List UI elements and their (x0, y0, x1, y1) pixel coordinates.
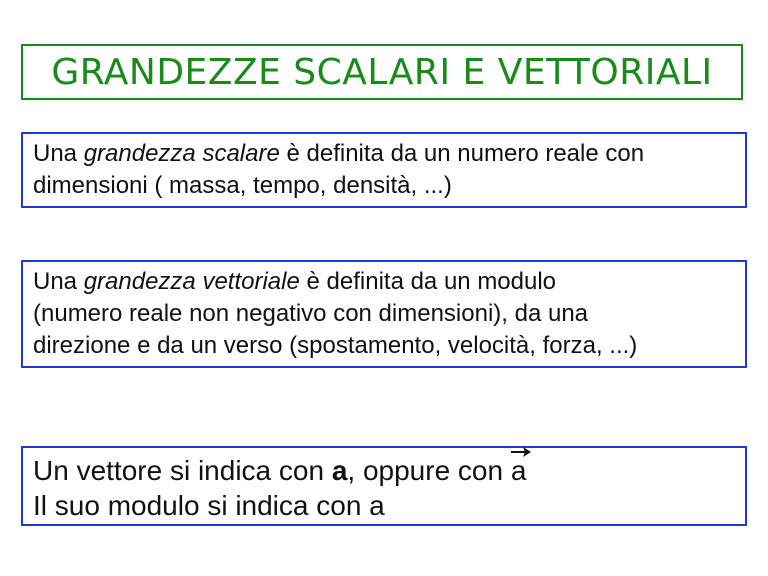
notation-line-1-pre: Un vettore si indica con (33, 455, 332, 486)
notation-line-1-mid: , oppure con (347, 455, 511, 486)
title-box (21, 44, 743, 100)
vector-line-1-pre: Una (33, 268, 84, 295)
vector-term: grandezza vettoriale (83, 268, 300, 295)
vector-notation-box (21, 446, 747, 526)
scalar-line-1 (33, 138, 745, 170)
right-arrow-icon (510, 445, 532, 459)
notation-line-1 (33, 453, 745, 488)
vector-line-3: direzione e da un verso (spostamento, velocità, forza, ...) (33, 332, 638, 359)
vector-line-1 (33, 266, 745, 298)
bold-vector-symbol: a (331, 455, 348, 486)
scalar-definition-box (21, 132, 747, 208)
scalar-line-2: dimensioni ( massa, tempo, densità, ...) (33, 172, 452, 199)
vector-line-1-post: è definita da un modulo (299, 268, 557, 295)
vector-line-2: (numero reale non negativo con dimensioni), da una (33, 300, 589, 327)
arrow-vector-letter: a (510, 455, 527, 486)
slide-title: GRANDEZZE SCALARI E VETTORIALI (51, 51, 713, 93)
arrow-vector-symbol (511, 453, 527, 488)
notation-line-2: Il suo modulo si indica con a (33, 490, 385, 521)
vector-definition-box (21, 260, 747, 368)
scalar-line-1-pre: Una (33, 140, 84, 167)
scalar-line-1-post: è definita da un numero reale con (279, 140, 645, 167)
scalar-term: grandezza scalare (83, 140, 280, 167)
